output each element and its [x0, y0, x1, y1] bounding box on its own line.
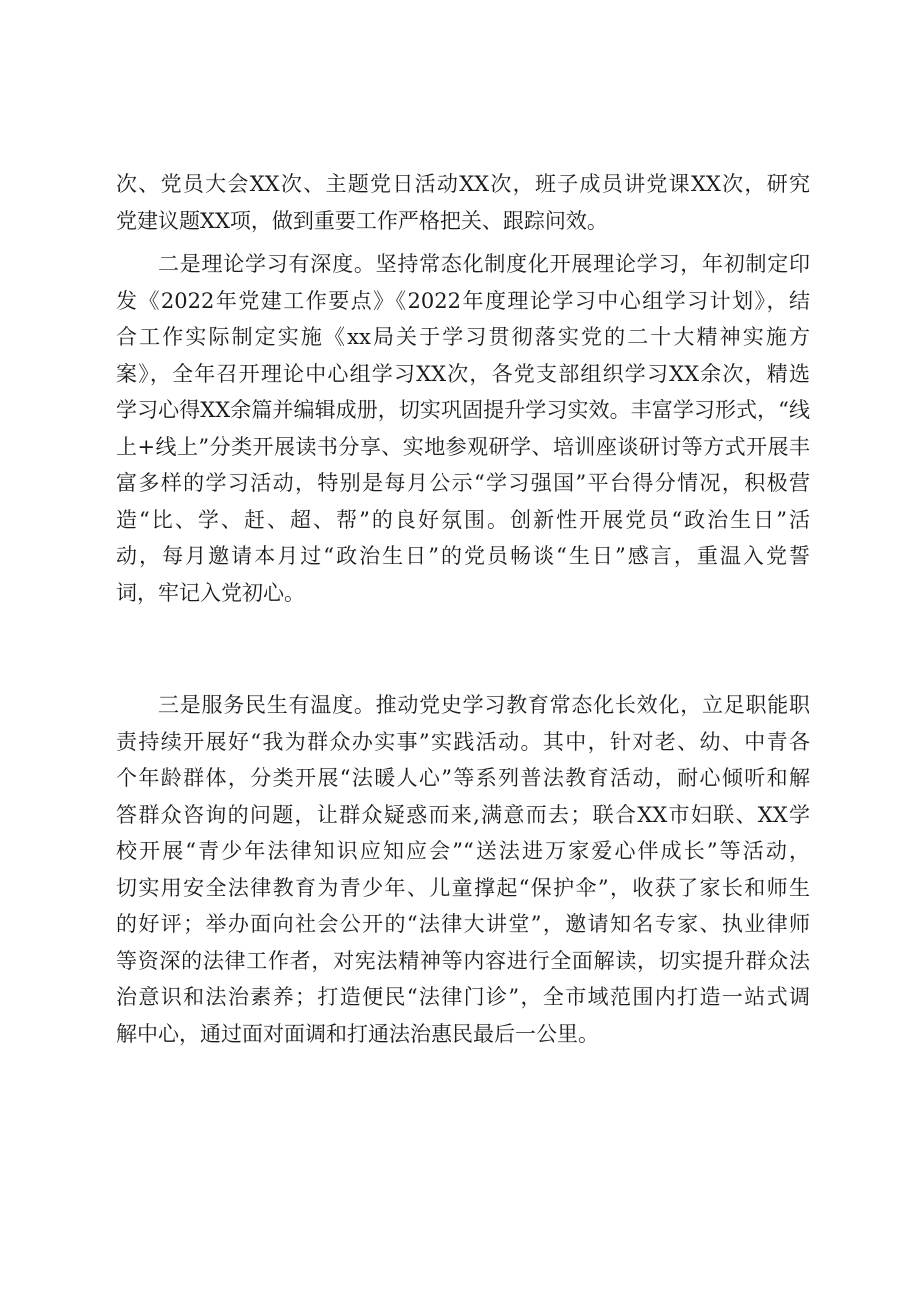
paragraph-line: 学习心得XX余篇并编辑成册，切实巩固提升学习实效。丰富学习形式，“线 — [116, 398, 810, 422]
paragraph-2 — [116, 246, 810, 611]
paragraph-line: 发《2022年党建工作要点》《2022年度理论学习中心组学习计划》，结 — [116, 288, 810, 313]
paragraph-line: 切实用安全法律教育为青少年、儿童撑起“保护伞”，收获了家长和师生 — [116, 875, 810, 900]
paragraph-line: 答群众咨询的问题，让群众疑惑而来,满意而去；联合XX市妇联、XX学 — [116, 802, 810, 827]
paragraph-line: 次、党员大会XX次、主题党日活动XX次，班子成员讲党课XX次，研究 — [116, 172, 810, 196]
paragraph-line: 词，牢记入党初心。 — [116, 580, 305, 605]
paragraph-line: 个年龄群体，分类开展“法暖人心”等系列普法教育活动，耐心倾听和解 — [116, 766, 810, 790]
paragraph-line: 责持续开展好“我为群众办实事”实践活动。其中，针对老、幼、中青各 — [116, 729, 810, 754]
paragraph-1 — [116, 166, 810, 239]
paragraph-line: 富多样的学习活动，特别是每月公示“学习强国”平台得分情况，积极营 — [116, 471, 810, 495]
paragraph-line: 合工作实际制定实施《xx局关于学习贯彻落实党的二十大精神实施方 — [116, 325, 810, 349]
paragraph-line: 案》，全年召开理论中心组学习XX次，各党支部组织学习XX余次，精选 — [116, 361, 810, 386]
paragraph-line: 造“比、学、赶、超、帮”的良好氛围。创新性开展党员“政治生日”活 — [116, 507, 810, 532]
paragraph-line: 治意识和法治素养；打造便民“法律门诊”，全市域范围内打造一站式调 — [116, 985, 810, 1009]
paragraph-line: 的好评；举办面向社会公开的“法律大讲堂”，邀请知名专家、执业律师 — [116, 912, 810, 936]
paragraph-line: 二是理论学习有深度。坚持常态化制度化开展理论学习，年初制定印 — [158, 252, 810, 276]
paragraph-line: 解中心，通过面对面调和打通法治惠民最后一公里。 — [116, 1021, 599, 1046]
paragraph-line: 上+线上”分类开展读书分享、实地参观研学、培训座谈研讨等方式开展丰 — [116, 434, 810, 459]
paragraph-line: 三是服务民生有温度。推动党史学习教育常态化长效化，立足职能职 — [158, 693, 810, 717]
paragraph-line: 动，每月邀请本月过“政治生日”的党员畅谈“生日”感言，重温入党誓 — [116, 544, 810, 568]
paragraph-3 — [116, 687, 810, 1052]
paragraph-line: 校开展“青少年法律知识应知应会”“送法进万家爱心伴成长”等活动， — [116, 839, 810, 863]
paragraph-line: 党建议题XX项，做到重要工作严格把关、跟踪问效。 — [116, 208, 608, 233]
paragraph-line: 等资深的法律工作者，对宪法精神等内容进行全面解读，切实提升群众法 — [116, 948, 810, 973]
